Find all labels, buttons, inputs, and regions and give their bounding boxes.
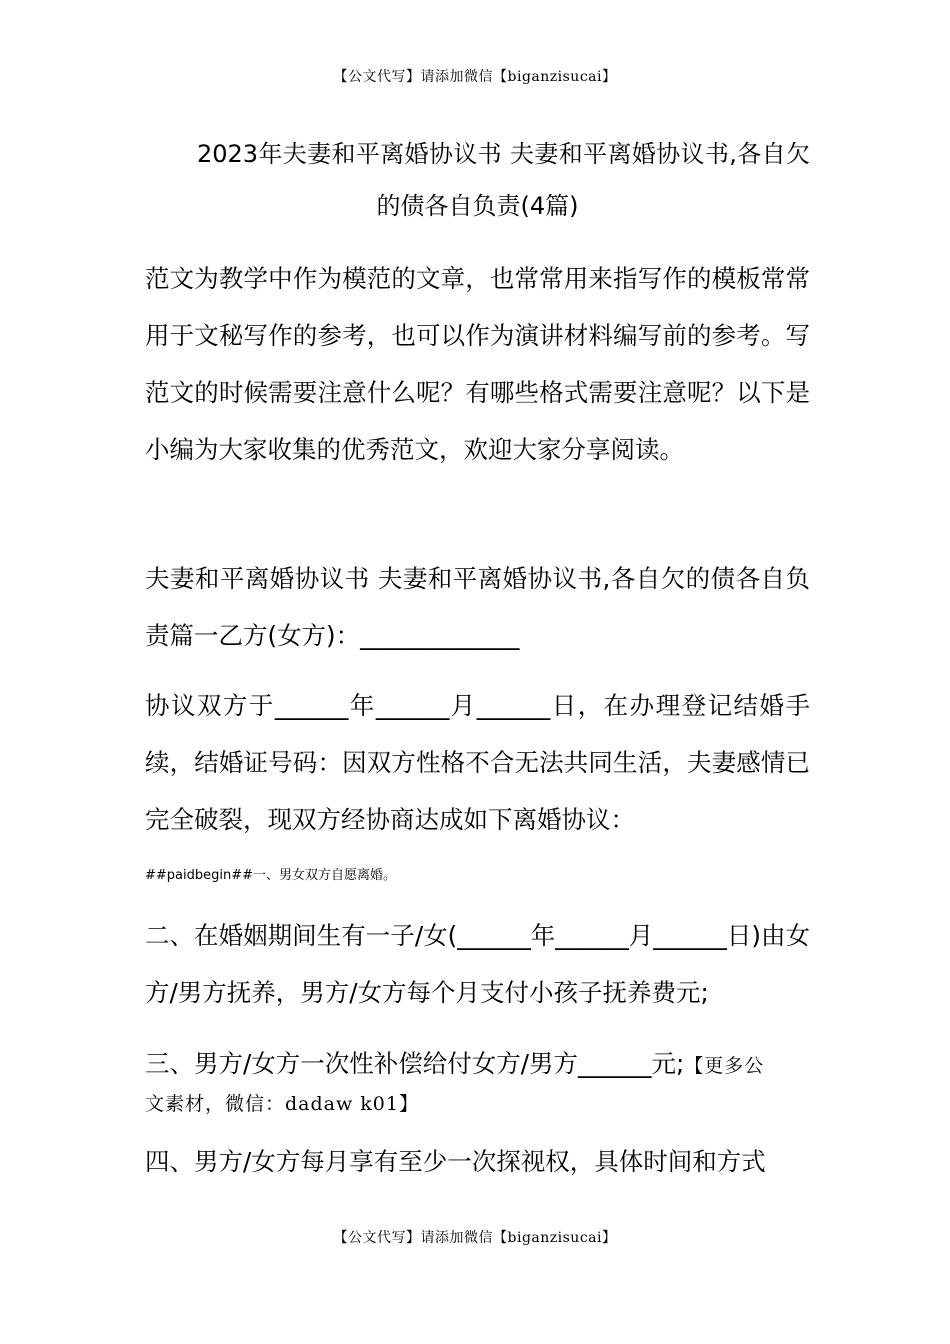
clause-3-ad-start: 【更多公 xyxy=(684,1055,765,1077)
document-title: 2023年夫妻和平离婚协议书 夫妻和平离婚协议书,各自欠的债各自负责(4篇) xyxy=(197,140,810,220)
clause-3-text: 三、男方/女方一次性补偿给付女方/男方______元; xyxy=(145,1049,685,1078)
intro-paragraph: 范文为教学中作为模范的文章，也常常用来指写作的模板常常用于文秘写作的参考，也可以作为演讲材料编写前的参考。写范文的时候需要注意什么呢？有哪些格式需要注意呢？以下是小编为大家收集的优秀范文，欢迎大家分享阅读。 xyxy=(145,264,810,464)
clause-1: ##paidbegin##一、男女双方自愿离婚。 xyxy=(145,868,397,883)
agreement-paragraph: 协议双方于______年______月______日，在办理登记结婚手续，结婚证号码：因双方性格不合无法共同生活，夫妻感情已完全破裂，现双方经协商达成如下离婚协议： xyxy=(145,691,810,834)
page-header: 【公文代写】请添加微信【biganzisucai】 xyxy=(333,69,617,85)
clause-2: 二、在婚姻期间生有一子/女(______年______月______日)由女方/男方抚养，男方/女方每个月支付小孩子抚养费元; xyxy=(145,921,810,1007)
section-heading: 夫妻和平离婚协议书 夫妻和平离婚协议书,各自欠的债各自负责篇一乙方(女方)：_____________ xyxy=(145,564,810,650)
clause-3 xyxy=(145,1035,810,1119)
clause-3-ad-end: 文素材，微信：dadaw k01】 xyxy=(145,1093,419,1115)
clause-4: 四、男方/女方每月享有至少一次探视权，具体时间和方式 xyxy=(145,1147,766,1176)
page-footer: 【公文代写】请添加微信【biganzisucai】 xyxy=(333,1230,617,1246)
